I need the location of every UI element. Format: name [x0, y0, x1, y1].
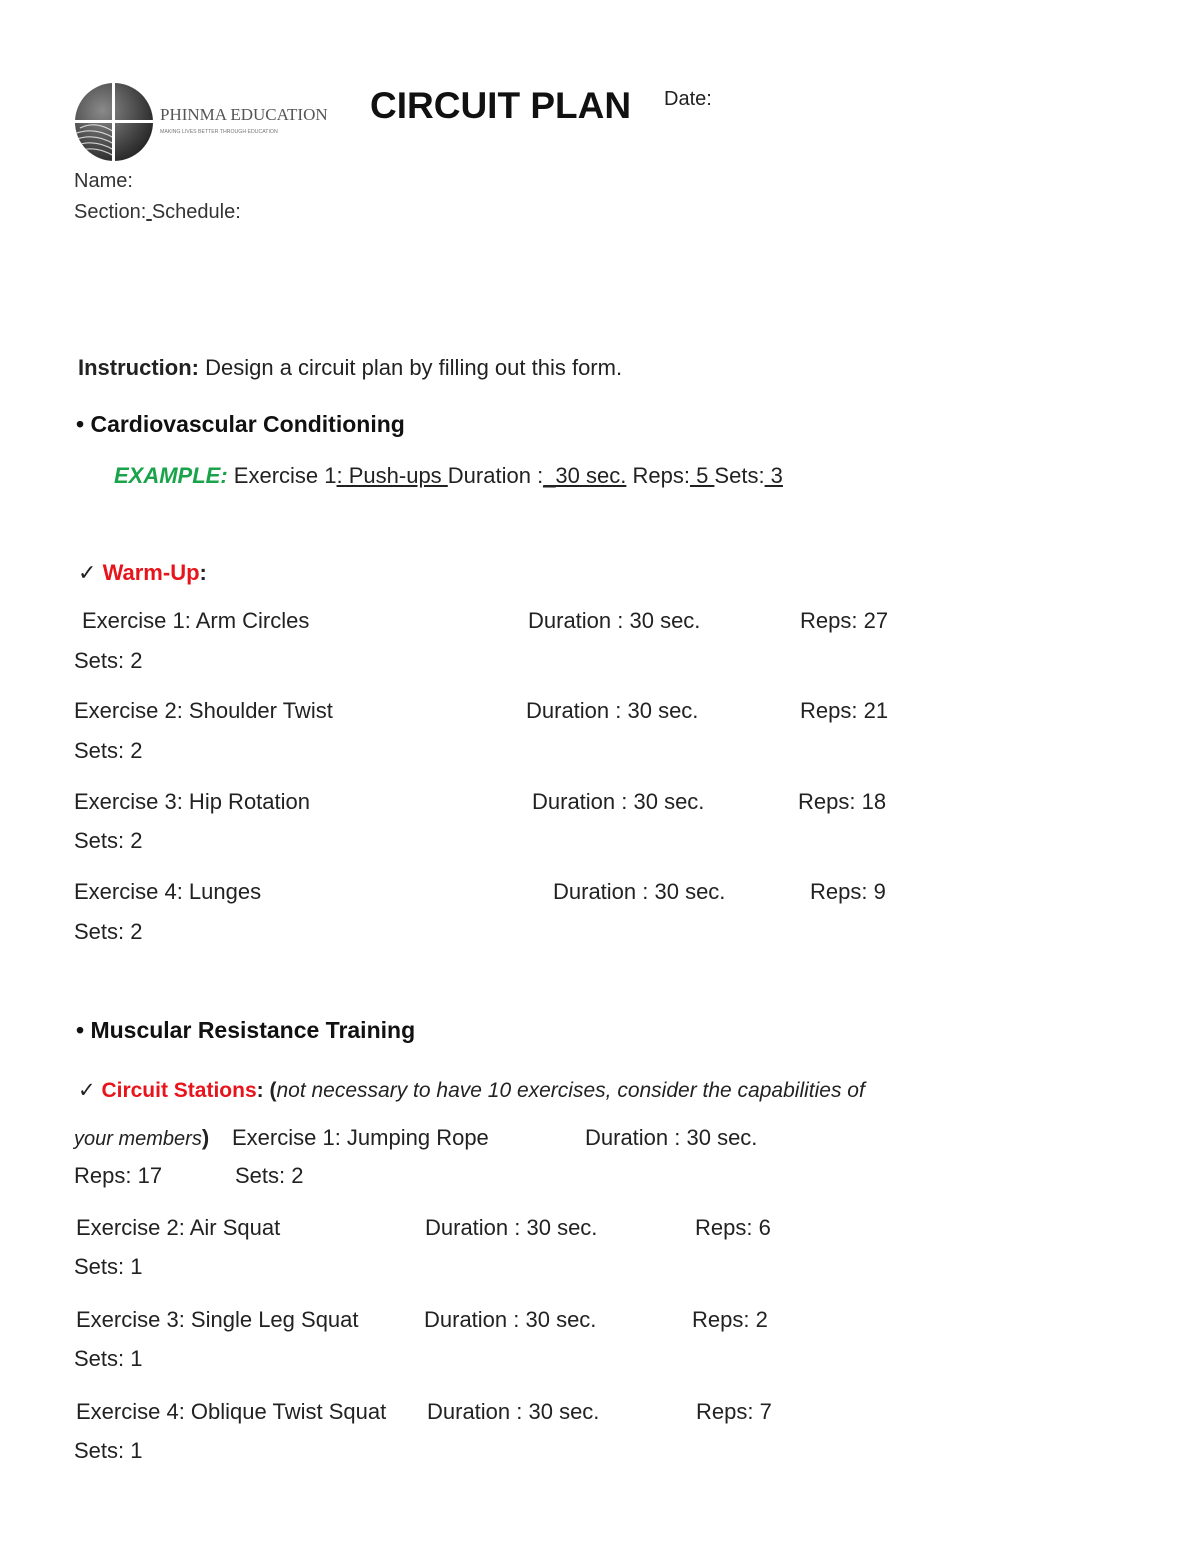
station-reps-2: Reps: 6	[695, 1215, 771, 1240]
bullet: •	[76, 1017, 85, 1043]
page-title: CIRCUIT PLAN	[370, 85, 632, 126]
check-icon: ✓	[78, 1079, 96, 1102]
station-exercise-1: Exercise 1: Jumping Rope	[232, 1125, 489, 1150]
example-reps-value: 5	[689, 463, 715, 488]
svg-text:PHINMA EDUCATION: PHINMA EDUCATION	[160, 105, 328, 124]
warmup-exercise-4: Exercise 4: Lunges	[74, 879, 262, 904]
example-reps-label: Reps:	[626, 463, 690, 488]
example-duration-value: _30 sec.	[543, 463, 627, 488]
example-label: EXAMPLE:	[114, 463, 228, 488]
section-label: Section:	[74, 201, 147, 223]
example-exercise-value: : Push-ups	[336, 463, 448, 488]
warmup-colon: :	[199, 560, 207, 585]
warmup-sets-4: Sets: 2	[74, 919, 143, 944]
check-icon: ✓	[78, 560, 97, 585]
station-duration-3: Duration : 30 sec.	[424, 1307, 597, 1332]
warmup-sets-2: Sets: 2	[74, 738, 143, 763]
circuit-stations-note: not necessary to have 10 exercises, consider the capabilities of	[276, 1079, 865, 1102]
muscular-heading	[76, 1016, 415, 1044]
station-sets-4: Sets: 1	[74, 1438, 143, 1463]
phinma-education-logo	[74, 82, 330, 162]
station-reps-3: Reps: 2	[692, 1307, 768, 1332]
instruction-line	[78, 355, 622, 381]
svg-text:MAKING LIVES BETTER THROUGH ED: MAKING LIVES BETTER THROUGH EDUCATION	[160, 129, 278, 135]
warmup-duration-1: Duration : 30 sec.	[528, 608, 701, 633]
warmup-duration-2: Duration : 30 sec.	[526, 698, 699, 723]
warmup-reps-2: Reps: 21	[800, 698, 889, 723]
example-sets-value: 3	[764, 463, 783, 488]
station-exercise-3: Exercise 3: Single Leg Squat	[76, 1307, 359, 1332]
name-label: Name:	[74, 170, 133, 192]
warmup-heading	[78, 560, 207, 586]
section-schedule-line	[74, 199, 241, 225]
warmup-reps-1: Reps: 27	[800, 608, 889, 633]
station-duration-4: Duration : 30 sec.	[427, 1399, 600, 1424]
circuit-stations-label: Circuit Stations	[101, 1079, 257, 1102]
station-reps-1: Reps: 17	[74, 1163, 163, 1188]
warmup-exercise-2: Exercise 2: Shoulder Twist	[74, 698, 333, 723]
warmup-reps-4: Reps: 9	[810, 879, 886, 904]
instruction-text: Design a circuit plan by filling out this form.	[199, 355, 623, 380]
paren-open: (	[269, 1079, 277, 1102]
date-label: Date:	[664, 88, 712, 110]
schedule-label: Schedule:	[151, 201, 241, 223]
warmup-exercise-3: Exercise 3: Hip Rotation	[74, 789, 310, 814]
station-sets-2: Sets: 1	[74, 1254, 143, 1279]
station-reps-4: Reps: 7	[696, 1399, 772, 1424]
station-sets-1: Sets: 2	[235, 1163, 304, 1188]
bullet: •	[76, 411, 85, 437]
circuit-stations-note-2: your members	[74, 1128, 202, 1150]
example-exercise-label: Exercise 1	[227, 463, 337, 488]
warmup-exercise-1: Exercise 1: Arm Circles	[82, 608, 310, 633]
station-exercise-2: Exercise 2: Air Squat	[76, 1215, 281, 1240]
cardio-heading-text: Cardiovascular Conditioning	[90, 411, 405, 437]
circuit-stations-colon: :	[256, 1079, 270, 1102]
muscular-heading-text: Muscular Resistance Training	[90, 1017, 416, 1043]
station-sets-3: Sets: 1	[74, 1346, 143, 1371]
warmup-duration-3: Duration : 30 sec.	[532, 789, 705, 814]
station-exercise-4: Exercise 4: Oblique Twist Squat	[76, 1399, 387, 1424]
station-duration-1: Duration : 30 sec.	[585, 1125, 758, 1150]
warmup-reps-3: Reps: 18	[798, 789, 887, 814]
circuit-stations-heading	[78, 1078, 865, 1104]
cardio-heading	[76, 410, 405, 438]
example-line	[114, 463, 783, 489]
circuit-line-2	[74, 1125, 209, 1152]
example-sets-label: Sets:	[714, 463, 765, 488]
station-duration-2: Duration : 30 sec.	[425, 1215, 598, 1240]
warmup-duration-4: Duration : 30 sec.	[553, 879, 726, 904]
paren-close: )	[201, 1125, 210, 1150]
warmup-label: Warm-Up	[102, 560, 200, 585]
example-duration-label: Duration :	[447, 463, 544, 488]
warmup-sets-1: Sets: 2	[74, 648, 143, 673]
instruction-label: Instruction:	[78, 355, 199, 380]
warmup-sets-3: Sets: 2	[74, 828, 143, 853]
